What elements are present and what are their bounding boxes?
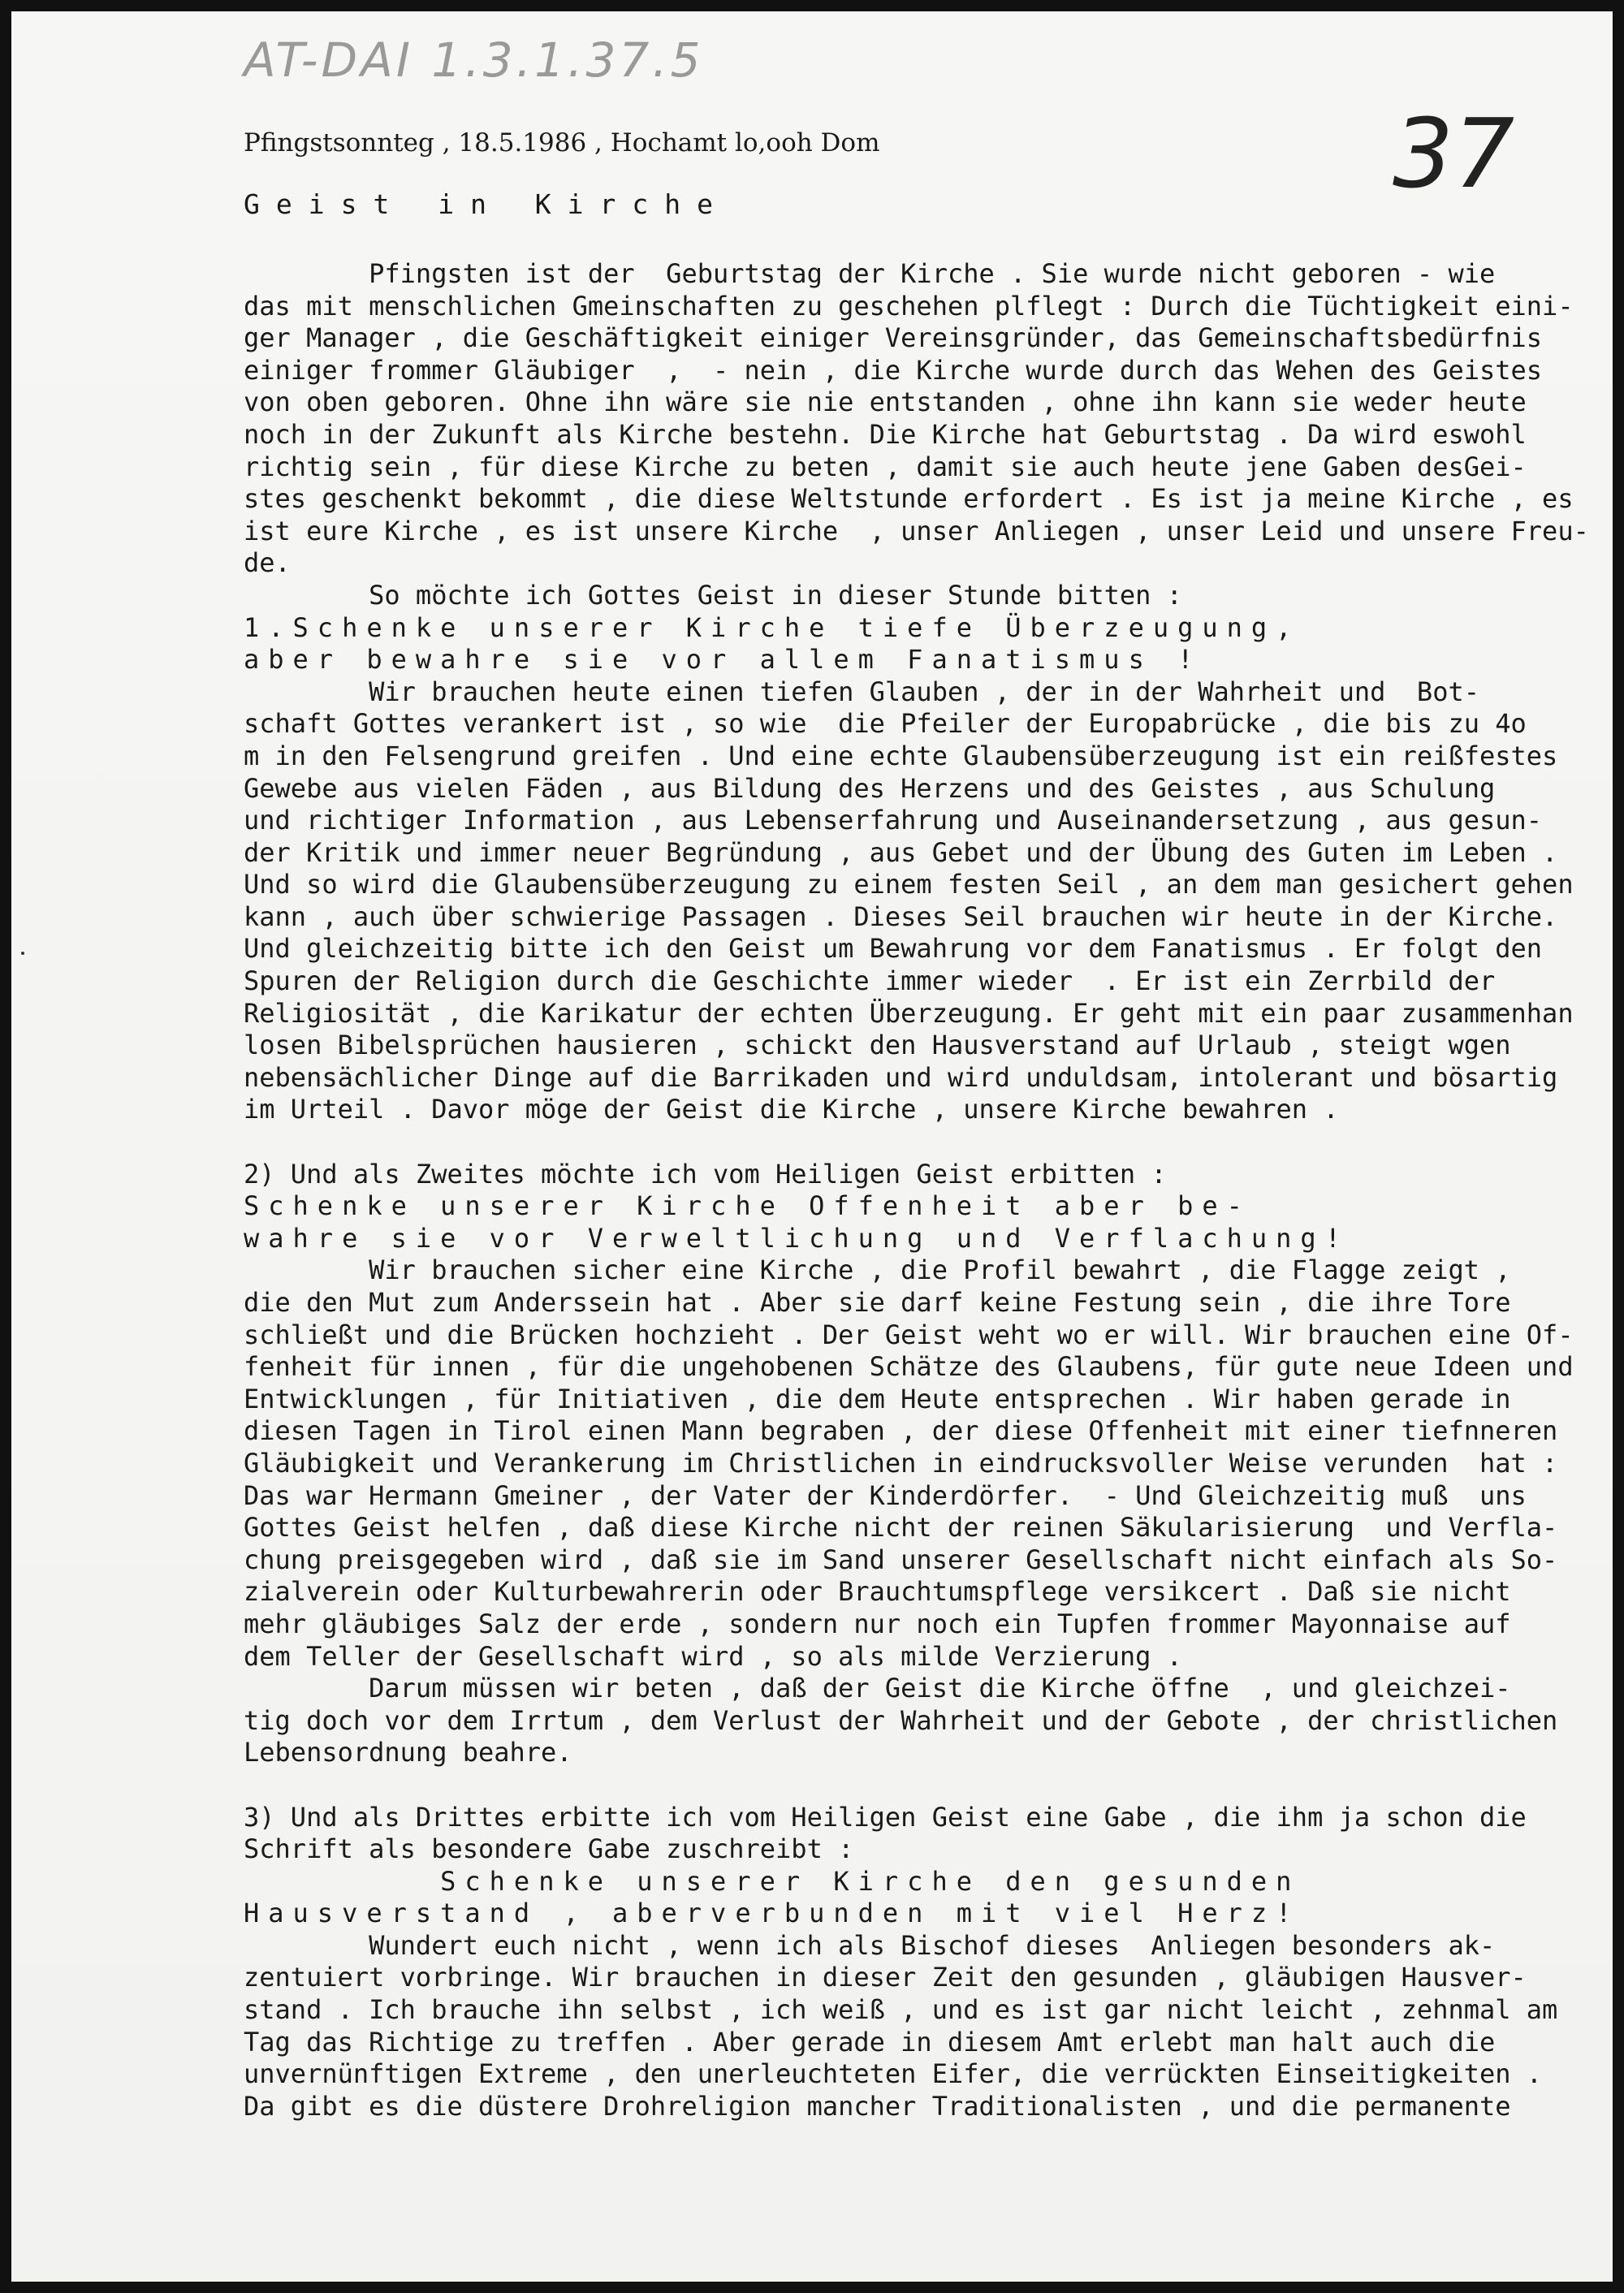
text-line: schaft Gottes verankert ist , so wie die Pfeiler der Europabrücke , die bis zu 4o — [244, 708, 1527, 740]
header-line: Pfingstsonnteg , 18.5.1986 , Hochamt lo,ooh Dom — [244, 128, 880, 158]
text-line: zialverein oder Kulturbewahrerin oder Brauchtumspflege versikcert . Daß sie nicht — [244, 1576, 1511, 1608]
text-line: Tag das Richtige zu treffen . Aber gerade in diesem Amt erlebt man halt auch die — [244, 2026, 1496, 2058]
text-line: Schrift als besondere Gabe zuschreibt : — [244, 1833, 854, 1865]
text-line: Entwicklungen , für Initiativen , die dem Heute entsprechen . Wir haben gerade in — [244, 1383, 1511, 1414]
text-line: im Urteil . Davor möge der Geist die Kirche , unsere Kirche bewahren . — [244, 1094, 1339, 1125]
text-line: 1.Schenke unserer Kirche tiefe Überzeugung, — [244, 611, 1301, 643]
text-line: stand . Ich brauche ihn selbst , ich weiß , und es ist gar nicht leicht , zehnmal am — [244, 1994, 1558, 2026]
text-line: noch in der Zukunft als Kirche bestehn. Die Kirche hat Geburtstag . Da wird eswohl — [244, 418, 1527, 450]
text-line: chung preisgegeben wird , daß sie im Sand unserer Gesellschaft nicht einfach als So- — [244, 1544, 1558, 1575]
text-line: kann , auch über schwierige Passagen . Dieses Seil brauchen wir heute in der Kirche. — [244, 900, 1558, 932]
text-line: Da gibt es die düstere Drohreligion mancher Traditionalisten , und die permanente — [244, 2090, 1511, 2122]
text-line: Wir brauchen heute einen tiefen Glauben , der in der Wahrheit und Bot- — [244, 676, 1479, 707]
text-line: So möchte ich Gottes Geist in dieser Stunde bitten : — [244, 579, 1182, 611]
text-line: Und so wird die Glaubensüberzeugung zu einem festen Seil , an dem man gesichert gehen — [244, 869, 1574, 900]
text-line: Und gleichzeitig bitte ich den Geist um Bewahrung vor dem Fanatismus . Er folgt den — [244, 933, 1543, 965]
text-line: 3) Und als Drittes erbitte ich vom Heiligen Geist eine Gabe , die ihm ja schon die — [244, 1801, 1527, 1833]
text-line: von oben geboren. Ohne ihn wäre sie nie entstanden , ohne ihn kann sie weder heute — [244, 386, 1527, 418]
text-line: fenheit für innen , für die ungehobenen Schätze des Glaubens, für gute neue Ideen und — [244, 1351, 1574, 1383]
text-line: Das war Hermann Gmeiner , der Vater der Kinderdörfer. - Und Gleichzeitig muß uns — [244, 1479, 1527, 1511]
text-line: Gläubigkeit und Verankerung im Christlichen in eindrucksvoller Weise verunden hat : — [244, 1447, 1558, 1479]
text-line: richtig sein , für diese Kirche zu beten , damit sie auch heute jene Gaben desGei- — [244, 451, 1527, 482]
text-line: m in den Felsengrund greifen . Und eine echte Glaubensüberzeugung ist ein reißfestes — [244, 740, 1558, 771]
text-line: 2) Und als Zweites möchte ich vom Heiligen Geist erbitten : — [244, 1158, 1167, 1190]
text-line: die den Mut zum Anderssein hat . Aber sie darf keine Festung sein , die ihre Tore — [244, 1287, 1511, 1318]
blank-line — [244, 1126, 1608, 1159]
text-line: nebensächlicher Dinge auf die Barrikaden und wird unduldsam, intolerant und bösartig — [244, 1061, 1558, 1093]
archive-id: AT-DAI 1.3.1.37.5 — [244, 32, 704, 88]
text-line: der Kritik und immer neuer Begründung , aus Gebet und der Übung des Guten im Leben . — [244, 836, 1558, 868]
text-line: Pfingsten ist der Geburtstag der Kirche . Sie wurde nicht geboren - wie — [244, 258, 1496, 289]
document-body — [244, 258, 1608, 2122]
text-line: Schenke unserer Kirche den gesunden — [244, 1865, 1301, 1897]
text-line: Wir brauchen sicher eine Kirche , die Profil bewahrt , die Flagge zeigt , — [244, 1254, 1511, 1286]
scan-border-bottom — [0, 2282, 1624, 2293]
text-line: und richtiger Information , aus Lebenserfahrung und Auseinandersetzung , aus gesun- — [244, 805, 1543, 836]
text-line: ger Manager , die Geschäftigkeit einiger Vereinsgründer, das Gemeinschaftsbedürfnis — [244, 322, 1543, 354]
text-line: Gewebe aus vielen Fäden , aus Bildung des Herzens und des Geistes , aus Schulung — [244, 772, 1496, 804]
text-line: aber bewahre sie vor allem Fanatismus ! — [244, 644, 1203, 676]
scan-border-left — [0, 0, 11, 2293]
text-line: Lebensordnung beahre. — [244, 1737, 572, 1768]
text-line: dem Teller der Gesellschaft wird , so als milde Verzierung . — [244, 1640, 1182, 1672]
page-number: 37 — [1393, 97, 1515, 209]
scan-border-right — [1613, 0, 1624, 2293]
text-line: losen Bibelsprüchen hausieren , schickt den Hausverstand auf Urlaub , steigt wgen — [244, 1030, 1511, 1061]
text-line: Gottes Geist helfen , daß diese Kirche nicht der reinen Säkularisierung und Verfla- — [244, 1512, 1558, 1544]
text-line: diesen Tagen in Tirol einen Mann begraben , der diese Offenheit mit einer tiefnneren — [244, 1415, 1558, 1447]
text-line: unvernünftigen Extreme , den unerleuchteten Eifer, die verrückten Einseitigkeiten . — [244, 2058, 1543, 2090]
text-line: zentuiert vorbringe. Wir brauchen in dieser Zeit den gesunden , gläubigen Hausver- — [244, 1962, 1527, 1993]
scan-border-top — [0, 0, 1624, 11]
text-line: Wundert euch nicht , wenn ich als Bischof dieses Anliegen besonders ak- — [244, 1929, 1496, 1961]
text-line: ist eure Kirche , es ist unsere Kirche , unser Anliegen , unser Leid und unsere Freu- — [244, 515, 1589, 546]
text-line: mehr gläubiges Salz der erde , sondern nur noch ein Tupfen frommer Mayonnaise auf — [244, 1608, 1511, 1639]
text-line: einiger frommer Gläubiger , - nein , die Kirche wurde durch das Wehen des Geistes — [244, 354, 1543, 386]
text-line: Religiosität , die Karikatur der echten Überzeugung. Er geht mit ein paar zusammenhan — [244, 997, 1574, 1029]
text-line: Darum müssen wir beten , daß der Geist die Kirche öffne , und gleichzei- — [244, 1673, 1511, 1704]
document-title: Geist in Kirche — [244, 188, 730, 220]
text-line: de. — [244, 547, 291, 579]
blank-line — [244, 1769, 1608, 1802]
text-line: Hausverstand , aberverbunden mit viel Herz! — [244, 1898, 1301, 1929]
text-line: Schenke unserer Kirche Offenheit aber be- — [244, 1190, 1251, 1222]
text-line: wahre sie vor Verweltlichung und Verflachung! — [244, 1222, 1350, 1254]
margin-dot — [21, 952, 24, 955]
text-line: Spuren der Religion durch die Geschichte immer wieder . Er ist ein Zerrbild der — [244, 965, 1496, 997]
text-line: schließt und die Brücken hochzieht . Der Geist weht wo er will. Wir brauchen eine Of- — [244, 1319, 1574, 1350]
text-line: das mit menschlichen Gmeinschaften zu geschehen plflegt : Durch die Tüchtigkeit eini- — [244, 290, 1574, 322]
text-line: stes geschenkt bekommt , die diese Weltstunde erfordert . Es ist ja meine Kirche , es — [244, 483, 1574, 515]
text-line: tig doch vor dem Irrtum , dem Verlust der Wahrheit und der Gebote , der christlichen — [244, 1704, 1558, 1736]
